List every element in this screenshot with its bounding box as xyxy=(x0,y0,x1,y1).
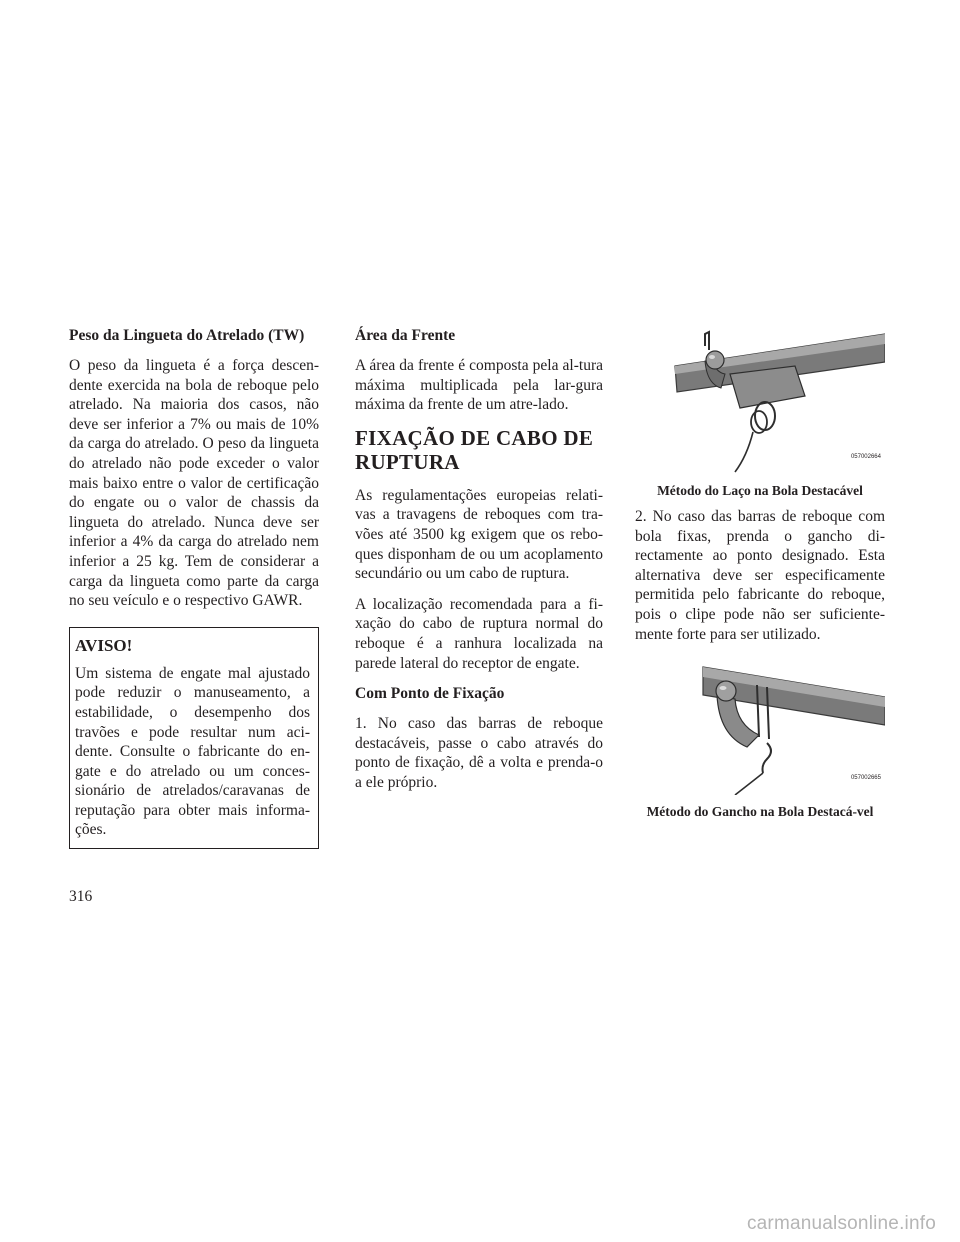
figure-code: 057002665 xyxy=(850,775,881,782)
front-area-heading: Área da Frente xyxy=(355,327,456,344)
regulations-paragraph: As regulamentações europeias relati-vas a travagens de reboques com tra-vões até 3500 kg exigem que os rebo-ques disponham de ou um acoplamento secundário ou um cabo de ruptura. xyxy=(355,486,603,583)
right-column xyxy=(635,326,885,828)
hook-method-illustration xyxy=(635,655,885,795)
breakaway-cable-section-title: FIXAÇÃO DE CABO DE RUPTURA xyxy=(355,425,594,474)
fixed-ball-paragraph: 2. No caso das barras de reboque com bola fixas, prenda o gancho di-rectamente ao ponto designado. Esta alternativa deve ser especificamente permitida pelo fabricante do reboque, pois o clipe pode não ser suficiente-mente forte para ser utilizado. xyxy=(635,508,885,643)
middle-column xyxy=(355,326,603,804)
detachable-bar-paragraph: 1. No caso das barras de reboque destacáveis, passe o cabo através do ponto de fixação, dê a volta e prenda-o a ele próprio. xyxy=(355,715,603,791)
warning-title: AVISO! xyxy=(75,635,133,655)
tongue-weight-paragraph: O peso da lingueta é a força descen-dente exercida na bola de reboque pelo atrelado. Na maioria dos casos, não deve ser inferior a 7% ou mais de 10% da carga do atrelado. O peso da lingueta do atrelado não pode exceder o valor mais baixo entre o valor de certificação do engate ou o valor de chassis da lingueta do atrelado. Nunca deve ser inferior a 4% da carga do atrelado nem inferior a 25 kg. Tem de considerar a carga da lingueta como parte da carga no seu veículo e o respectivo GAWR. xyxy=(69,357,319,610)
watermark: carmanualsonline.info xyxy=(746,1213,936,1234)
warning-box xyxy=(69,627,319,849)
page-number: 316 xyxy=(69,888,93,905)
figure-code: 057002664 xyxy=(850,454,881,460)
hook-method-figure xyxy=(635,655,885,795)
hook-method-caption: Método do Gancho na Bola Destacá-vel xyxy=(646,804,874,820)
front-area-paragraph: A área da frente é composta pela al-tura máxima multiplicada pela lar-gura máxima da frente de um atre-lado. xyxy=(355,357,603,414)
attachment-point-heading: Com Ponto de Fixação xyxy=(355,685,505,703)
loop-method-caption: Método do Laço na Bola Destacável xyxy=(657,483,863,498)
loop-method-illustration xyxy=(635,326,885,474)
loop-method-figure xyxy=(635,326,885,474)
left-column xyxy=(69,326,319,849)
tongue-weight-heading: Peso da Lingueta do Atrelado (TW) xyxy=(69,327,305,344)
warning-text: Um sistema de engate mal ajustado pode reduzir o manuseamento, a estabilidade, o desempenho dos travões e pode resultar num aci-dente. Consulte o fabricante do en-gate e do atrelado ou um conces-sionário de atrelados/caravanas de reputação para obter mais informa-ções. xyxy=(75,664,310,839)
location-paragraph: A localização recomendada para a fi-xação do cabo de ruptura normal do reboque é a ranhura localizada na parede lateral do receptor de engate. xyxy=(355,595,603,672)
